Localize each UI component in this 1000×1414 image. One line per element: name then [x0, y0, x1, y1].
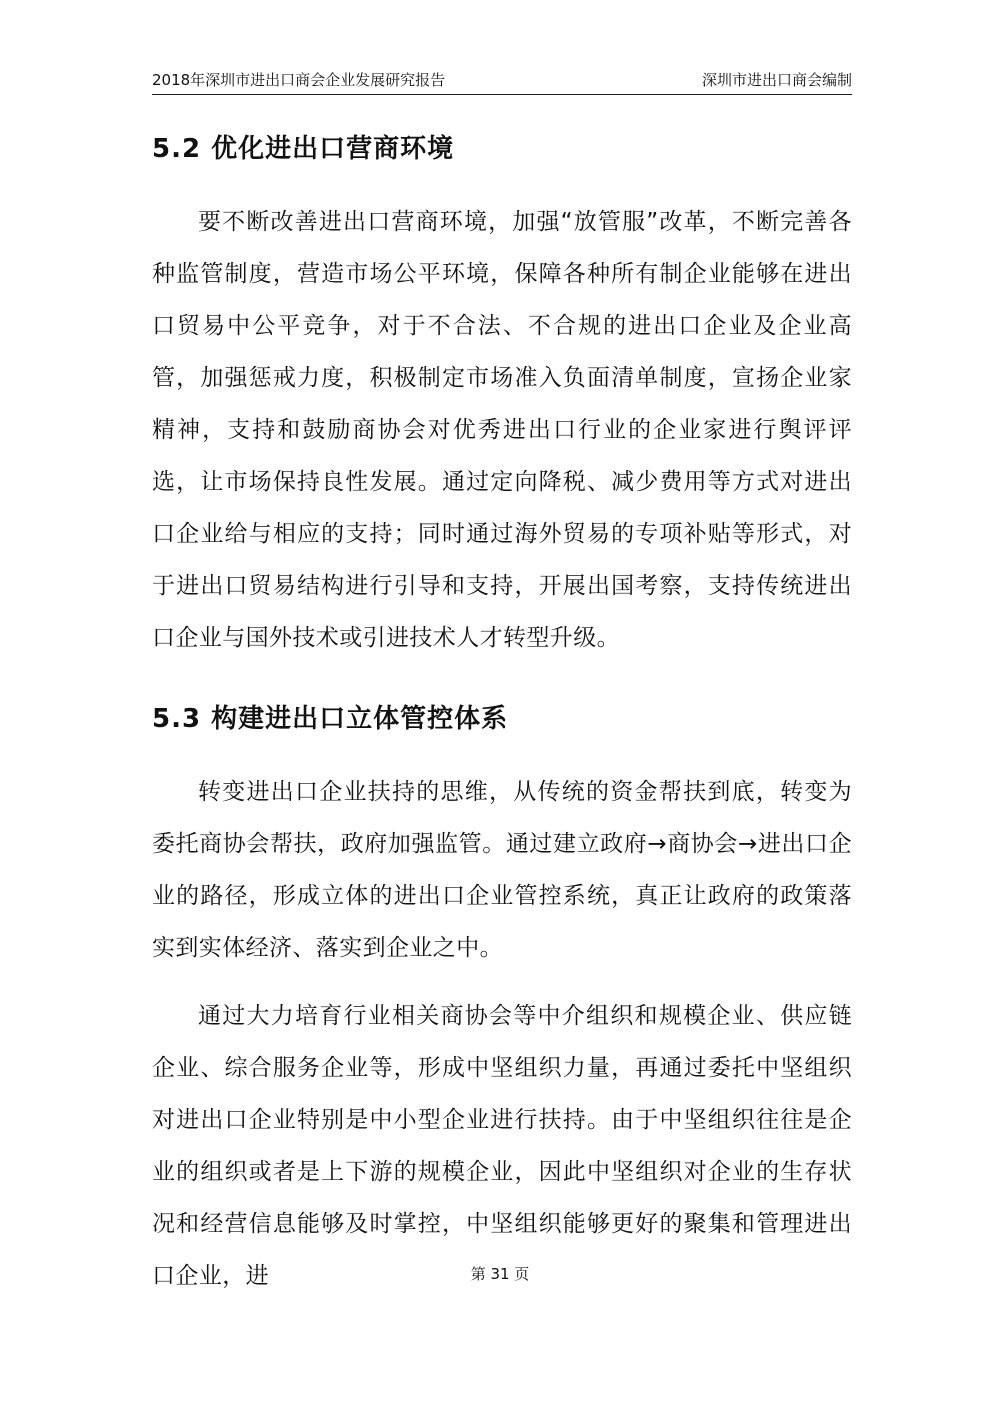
page-header [152, 66, 852, 95]
header-report-title: 2018年深圳市进出口商会企业发展研究报告 [152, 71, 446, 89]
paragraph: 转变进出口企业扶持的思维，从传统的资金帮扶到底，转变为委托商协会帮扶，政府加强监管。通过建立政府→商协会→进出口企业的路径，形成立体的进出口企业管控系统，真正让政府的政策落实到实体经济、落实到企业之中。 [152, 779, 852, 961]
paragraph: 要不断改善进出口营商环境，加强“放管服”改革，不断完善各种监管制度，营造市场公平环境，保障各种所有制企业能够在进出口贸易中公平竞争，对于不合法、不合规的进出口企业及企业高管，加强惩戒力度，积极制定市场准入负面清单制度，宣扬企业家精神，支持和鼓励商协会对优秀进出口行业的企业家进行舆评评选，让市场保持良性发展。通过定向降税、减少费用等方式对进出口企业给与相应的支持；同时通过海外贸易的专项补贴等形式，对于进出口贸易结构进行引导和支持，开展出国考察，支持传统进出口企业与国外技术或引进技术人才转型升级。 [152, 209, 852, 651]
section-heading-5-3: 5.3 构建进出口立体管控体系 [152, 704, 509, 734]
page-number: 第 31 页 [470, 1265, 530, 1283]
header-publisher: 深圳市进出口商会编制 [701, 71, 852, 89]
section-heading-5-2: 5.2 优化进出口营商环境 [152, 134, 455, 164]
paragraph: 通过大力培育行业相关商协会等中介组织和规模企业、供应链企业、综合服务企业等，形成中坚组织力量，再通过委托中坚组织对进出口企业特别是中小型企业进行扶持。由于中坚组织往往是企业的组织或者是上下游的规模企业，因此中坚组织对企业的生存状况和经营信息能够及时掌控，中坚组织能够更好的聚集和管理进出口企业，进 [152, 1003, 852, 1289]
